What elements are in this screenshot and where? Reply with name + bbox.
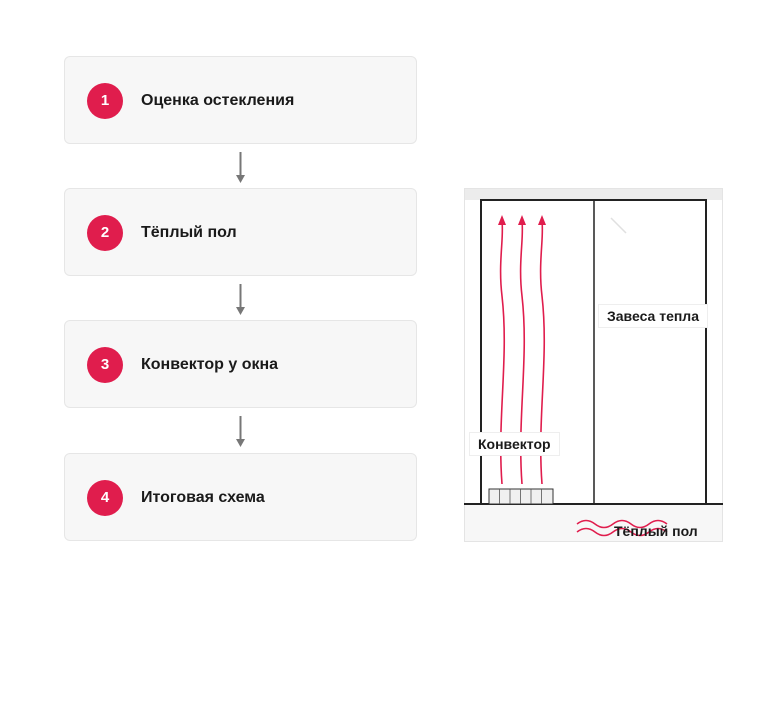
step-label: Тёплый пол	[141, 224, 237, 241]
step-label: Конвектор у окна	[141, 356, 279, 373]
step-number-badge: 1	[87, 83, 123, 119]
step-number-badge: 2	[87, 215, 123, 251]
ceiling-band	[465, 189, 722, 200]
step-card-4	[64, 453, 417, 541]
step-card-1	[64, 56, 417, 144]
step-label: Итоговая схема	[141, 489, 265, 506]
convector-unit	[489, 489, 553, 504]
step-card-2	[64, 188, 417, 276]
heating-scheme	[464, 188, 723, 542]
convector-label: Конвектор	[469, 432, 560, 456]
down-arrow-icon	[234, 284, 247, 316]
step-number-badge: 4	[87, 480, 123, 516]
floor-label: Тёплый пол	[614, 523, 698, 539]
down-arrow-icon	[234, 416, 247, 448]
curtain-label: Завеса тепла	[598, 304, 708, 328]
scheme-drawing	[464, 188, 723, 542]
step-card-3	[64, 320, 417, 408]
step-number-badge: 3	[87, 347, 123, 383]
down-arrow-icon	[234, 152, 247, 184]
step-label: Оценка остекления	[141, 92, 295, 109]
